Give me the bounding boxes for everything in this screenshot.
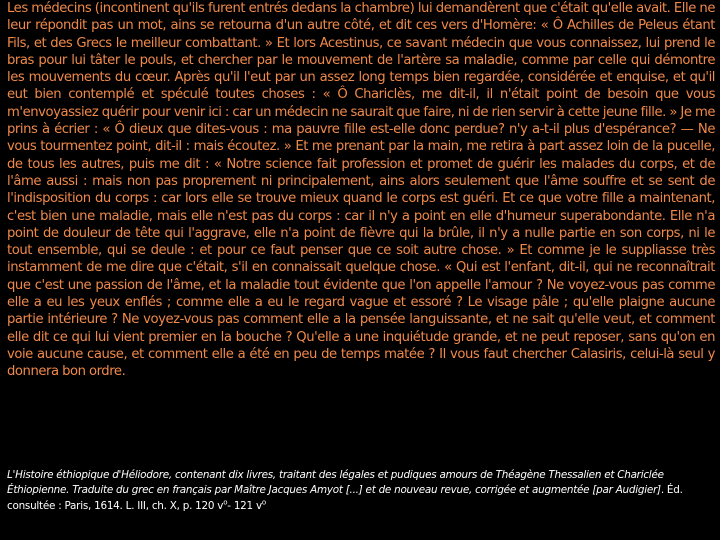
body-paragraph: Les médecins (incontinent qu'ils furent entrés dedans la chambre) lui demandèrent que c'était qu'elle avait. Elle ne leur répondit pas un mot, ains se retourna d'un autre côté, et dit ces vers d'Homère: « Ô Achilles de Peleus étant Fils, et des Grecs le meilleur combattant. » Et lors Acestinus, ce savant médecin que vous connaissez, lui prend le bras pour lui tâter le pouls, et chercher par le mouvement de l'artère sa maladie, comme par celle qui démontre les mouvements du cœur. Après qu'il l'eut par un assez long temps bien regardée, considérée et enquise, et qu'il eut bien contemplé et spéculé toutes choses : « Ô Chariclès, me dit-il, il n'était point de besoin que vous m'envoyassiez quérir pour venir ici : car un médecin ne saurait que faire, ni de rien servir à cette jeune fille. » Je me prins à écrier : « Ô dieux que dites-vous : ma pauvre fille est-elle donc perdue? n'y a-t-il plus d'espérance? — Ne vous tourmentez point, dit-il : mais écoutez. » Et me prenant par la main, me retira à part assez loin de la pucelle, de tous les autres, puis me dit : « Notre science fait profession et promet de guérir les malades du corps, et de l'âme aussi : mais non pas proprement ni principalement, ains alors seulement que l'âme souffre et se sent de l'indisposition du corps : car lors elle se trouve mieux quand le corps est guéri. Et ce que votre fille a maintenant, c'est bien une maladie, mais elle n'est pas du corps : car il n'y a point en elle d'humeur superabondante. Elle n'a point de douleur de tête qui l'aggrave, elle n'a point de fièvre qui la brûle, il n'y a nulle partie en son corps, ni le tout ensemble, qui se deule : et pour ce faut penser que ce soit autre chose. » Et comme je le suppliasse très instamment de me dire que c'était, s'il en connaissait quelque chose. « Qui est l'enfant, dit-il, qui ne reconnaîtrait que c'est une passion de l'âme, et la maladie tout évidente que l'on appelle l'amour ? Ne voyez-vous pas comme elle a eu les yeux enflés ; comme elle a eu le regard vague et essoré ? Le visage pâle ; qu'elle plaigne aucune partie intérieure ? Ne voyez-vous pas comment elle a la pensée languissante, et ne sait qu'elle veut, et comment elle dit ce qui lui vient premier en la bouche ? Qu'elle a une inquiétude grande, et ne peut reposer, sans qu'on en voie aucune cause, et comment elle a été en peu de temps matée ? Il vous faut chercher Calasiris, celui-là seul y donnera bon ordre. — [7, 1, 715, 380]
citation-verso-mark-2: o — [261, 498, 266, 507]
citation-edition: . Éd. consultée : Paris, 1614. L. III, ch. X, p. 120 v — [7, 484, 683, 512]
citation-title: L'Histoire éthiopique d'Héliodore, contenant dix livres, traitant des légales et pudiques amours de Théagène Thessalien et Chariclée Éthiopienne. Traduite du grec en français par Maître Jacques Amyot [...] et de nouveau revue, corrigée et augmentée [par Audigier] — [7, 469, 664, 497]
citation-page-range: - 121 v — [227, 499, 262, 512]
citation-verso-mark-1: o — [223, 498, 228, 507]
source-citation — [7, 468, 715, 514]
